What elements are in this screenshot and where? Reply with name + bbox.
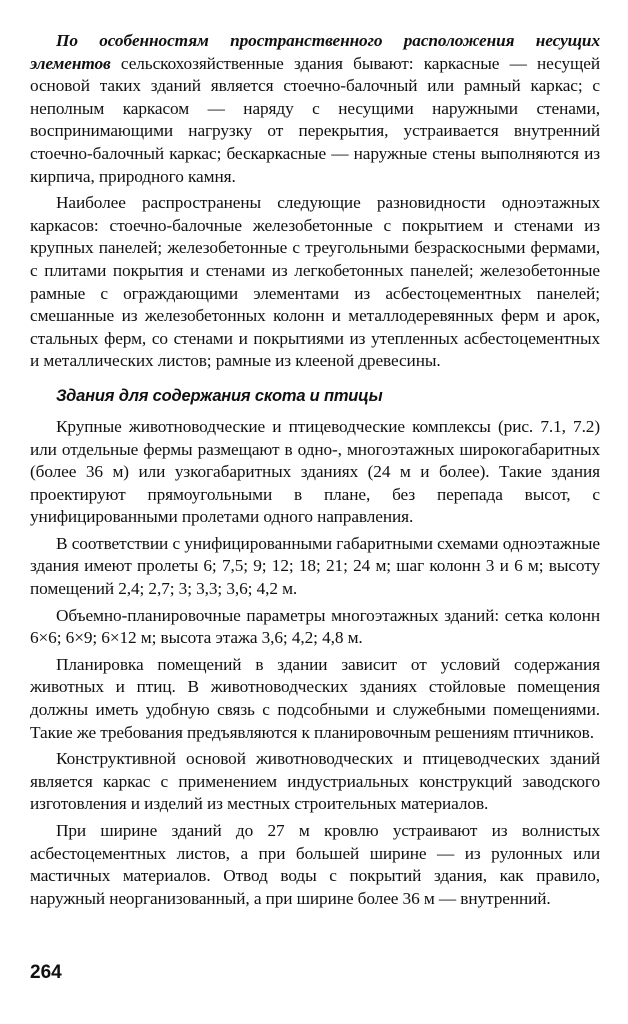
section-paragraph-3: Объемно-планировочные параметры многоэтажных зданий: сетка колонн 6×6; 6×9; 6×12 м; высота этажа 3,6; 4,2; 4,8 м. <box>30 605 600 648</box>
intro-paragraph-text: сельскохозяйственные здания бывают: каркасные — несущей основой таких зданий является стоечно-балочный или рамный каркас; с неполным каркасом — наряду с несущими наружными стенами, воспринимающими нагрузку от перекрытия, устраивается внутренний стоечно-балочный каркас; бескаркасные — наружные стены выполняются из кирпича, природного камня. <box>30 53 600 186</box>
section-paragraph-2: В соответствии с унифицированными габаритными схемами одноэтажные здания имеют пролеты 6; 7,5; 9; 12; 18; 21; 24 м; шаг колонн 3 и 6 м; высоту помещений 2,4; 2,7; 3; 3,3; 3,6; 4,2 м. <box>30 533 600 599</box>
section-paragraph-6: При ширине зданий до 27 м кровлю устраивают из волнистых асбестоцементных листов, а при большей ширине — из рулонных или мастичных материалов. Отвод воды с покрытий здания, как правило, наружный неорганизованный, а при ширине более 36 м — внутренний. <box>30 821 600 908</box>
section-paragraph-4: Планировка помещений в здании зависит от условий содержания животных и птиц. В животноводческих зданиях стойловые помещения должны иметь удобную связь с подсобными и служебными помещениями. Такие же требования предъявляются к планировочным решениям птичников. <box>30 654 600 742</box>
section-paragraph-1: Крупные животноводческие и птицеводческие комплексы (рис. 7.1, 7.2) или отдельные фермы размещают в одно-, многоэтажных широкогабаритных (более 36 м) или узкогабаритных зданиях (24 м и более). Такие здания проектируют прямоугольными в плане, без перепада высот, с унифицированными пролетами одного направления. <box>30 416 600 527</box>
frame-types-paragraph: Наиболее распространены следующие разновидности одноэтажных каркасов: стоечно-балочные железобетонные с покрытием и стенами из крупных панелей; железобетонные с треугольными безраскосными фермами, с плитами покрытия и стенами из легкобетонных панелей; железобетонные рамные с ограждающими элементами из асбестоцементных панелей; смешанные из железобетонных колонн и металлодеревянных ферм и арок, стальных ферм, со стенами и покрытиями из утепленных асбестоцементных и металлических листов; рамные из клееной древесины. <box>30 193 600 371</box>
page-number: 264 <box>30 962 62 983</box>
book-page <box>30 30 600 910</box>
intro-paragraph <box>30 30 600 188</box>
intro-lead-phrase: По особенностям пространственного расположения несущих элементов <box>30 31 600 73</box>
section-heading: Здания для содержания скота и птицы <box>56 386 383 405</box>
section-paragraph-5: Конструктивной основой животноводческих и птицеводческих зданий является каркас с применением индустриальных конструкций заводского изготовления и изделий из местных строительных материалов. <box>30 749 600 814</box>
